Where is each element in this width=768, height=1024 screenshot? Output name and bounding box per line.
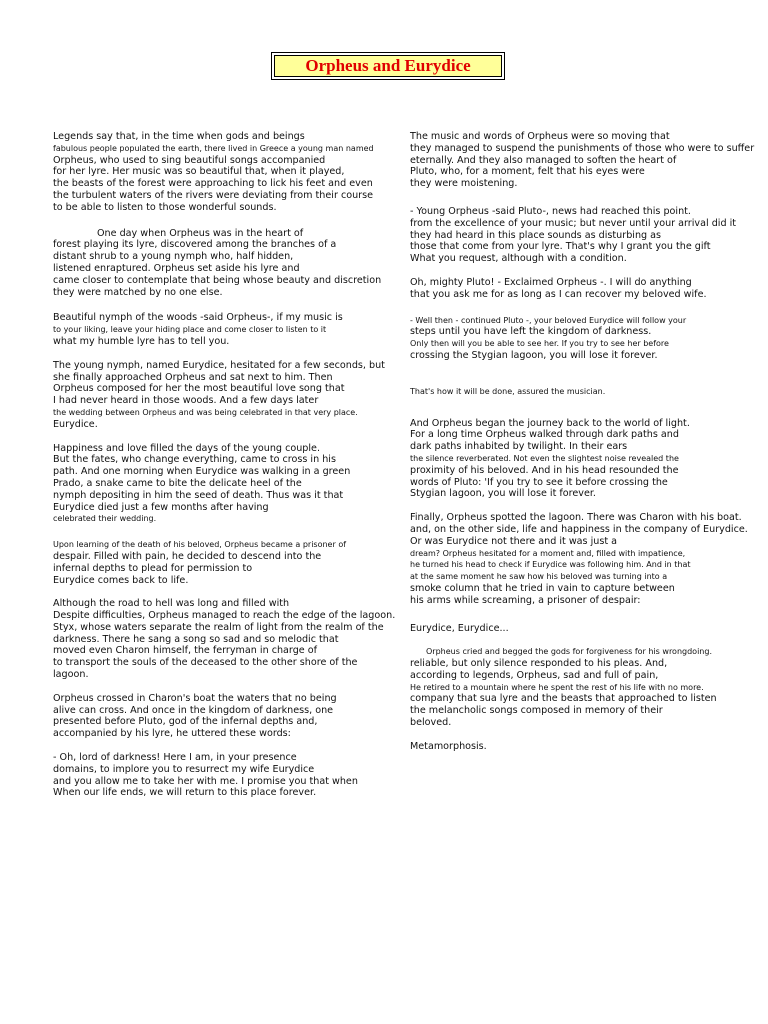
text-line: alive can cross. And once in the kingdom of darkness, one	[53, 704, 334, 716]
paragraph	[410, 512, 768, 606]
text-line: what my humble lyre has to tell you.	[53, 335, 230, 347]
text-line: path. And one morning when Eurydice was walking in a green	[53, 466, 351, 478]
text-line: he turned his head to check if Eurydice was following him. And in that	[410, 560, 691, 570]
text-line: Although the road to hell was long and filled with	[53, 598, 290, 610]
paragraph	[53, 360, 388, 431]
text-line: dark paths inhabited by twilight. In their ears	[410, 441, 628, 453]
paragraph	[410, 623, 768, 635]
text-line: Eurydice died just a few months after having	[53, 501, 269, 513]
text-line: they were moistening.	[410, 178, 518, 190]
text-line: despair. Filled with pain, he decided to descend into the	[53, 550, 322, 562]
right-column	[410, 131, 768, 765]
text-line: words of Pluto: 'If you try to see it before crossing the	[410, 476, 668, 488]
text-line: celebrated their wedding.	[53, 514, 157, 524]
text-line: to your liking, leave your hiding place and come closer to listen to it	[53, 325, 327, 335]
text-line: Beautiful nymph of the woods -said Orpheus-, if my music is	[53, 312, 343, 324]
text-line: crossing the Stygian lagoon, you will lose it forever.	[410, 349, 658, 361]
title-box	[271, 52, 505, 80]
text-line: - Young Orpheus -said Pluto-, news had reached this point.	[410, 205, 691, 217]
text-line: Despite difficulties, Orpheus managed to reach the edge of the lagoon.	[53, 610, 396, 622]
text-line: from the excellence of your music; but never until your arrival did it	[410, 217, 737, 229]
text-line: That's how it will be done, assured the musician.	[410, 386, 606, 396]
page-title: Orpheus and Eurydice	[274, 55, 502, 77]
text-line: they were matched by no one else.	[53, 286, 223, 298]
paragraph	[410, 741, 768, 753]
text-line: When our life ends, we will return to this place forever.	[53, 787, 317, 799]
text-line: Stygian lagoon, you will lose it forever.	[410, 488, 596, 500]
text-line: to be able to listen to those wonderful sounds.	[53, 201, 277, 213]
text-line: reliable, but only silence responded to his pleas. And,	[410, 658, 668, 670]
text-line: the silence reverberated. Not even the slightest noise revealed the	[410, 453, 679, 463]
text-line: Orpheus cried and begged the gods for forgiveness for his wrongdoing.	[426, 647, 712, 657]
text-line: forest playing its lyre, discovered among the branches of a	[53, 239, 337, 251]
paragraph	[410, 386, 768, 398]
text-line: And Orpheus began the journey back to the world of light.	[410, 417, 690, 429]
text-line: Pluto, who, for a moment, felt that his eyes were	[410, 166, 645, 178]
text-line: the melancholic songs composed in memory of their	[410, 705, 663, 717]
text-line: - Oh, lord of darkness! Here I am, in your presence	[53, 752, 297, 764]
text-line: Only then will you be able to see her. If you try to see her before	[410, 339, 669, 349]
paragraph	[53, 443, 388, 526]
text-line: Finally, Orpheus spotted the lagoon. There was Charon with his boat.	[410, 512, 742, 524]
paragraph	[53, 539, 388, 586]
text-line: accompanied by his lyre, he uttered these words:	[53, 728, 291, 740]
text-line: listened enraptured. Orpheus set aside his lyre and	[53, 262, 300, 274]
text-line: What you request, although with a condition.	[410, 253, 627, 265]
text-line: I had never heard in those woods. And a few days later	[53, 395, 319, 407]
text-line: Metamorphosis.	[410, 740, 487, 752]
text-line: for her lyre. Her music was so beautiful that, when it played,	[53, 166, 345, 178]
text-line: darkness. There he sang a song so sad and so melodic that	[53, 633, 339, 645]
text-line: proximity of his beloved. And in his head resounded the	[410, 464, 679, 476]
paragraph	[410, 315, 768, 362]
text-line: For a long time Orpheus walked through dark paths and	[410, 429, 679, 441]
text-line: and, on the other side, life and happiness in the company of Eurydice.	[410, 523, 748, 535]
text-line: his arms while screaming, a prisoner of despair:	[410, 594, 641, 606]
paragraph	[53, 693, 388, 740]
text-line: they had heard in this place sounds as disturbing as	[410, 229, 662, 241]
paragraph	[410, 418, 768, 501]
text-line: But the fates, who change everything, came to cross in his	[53, 454, 336, 466]
text-line: - Well then - continued Pluto -, your beloved Eurydice will follow your	[410, 315, 687, 325]
paragraph	[410, 131, 768, 190]
text-line: the turbulent waters of the rivers were deviating from their course	[53, 189, 374, 201]
text-line: at the same moment he saw how his beloved was turning into a	[410, 572, 668, 582]
text-line: The young nymph, named Eurydice, hesitated for a few seconds, but	[53, 359, 385, 371]
text-line: Or was Eurydice not there and it was just a	[410, 535, 618, 547]
text-line: and you allow me to take her with me. I promise you that when	[53, 775, 358, 787]
text-line: dream? Orpheus hesitated for a moment and, filled with impatience,	[410, 548, 686, 558]
text-line: Orpheus, who used to sing beautiful songs accompanied	[53, 154, 326, 166]
paragraph	[53, 228, 388, 299]
text-line: Orpheus crossed in Charon's boat the waters that no being	[53, 692, 337, 704]
text-line: the wedding between Orpheus and was being celebrated in that very place.	[53, 407, 358, 417]
text-line: Eurydice comes back to life.	[53, 574, 189, 586]
left-column	[53, 131, 396, 811]
text-line: Eurydice.	[53, 418, 98, 430]
text-line: eternally. And they also managed to soften the heart of	[410, 154, 677, 166]
text-line: infernal depths to plead for permission to	[53, 562, 253, 574]
text-line: One day when Orpheus was in the heart of	[97, 227, 304, 239]
text-line: to transport the souls of the deceased to the other shore of the	[53, 657, 358, 669]
text-line: presented before Pluto, god of the infernal depths and,	[53, 716, 318, 728]
text-line: they managed to suspend the punishments of those who were to suffer	[410, 142, 755, 154]
paragraph	[410, 277, 768, 301]
text-line: Orpheus composed for her the most beautiful love song that	[53, 383, 345, 395]
text-line: came closer to contemplate that being whose beauty and discretion	[53, 274, 382, 286]
text-line: Happiness and love filled the days of the young couple.	[53, 442, 321, 454]
paragraph	[53, 752, 388, 799]
text-line: Eurydice, Eurydice...	[410, 622, 509, 634]
text-line: fabulous people populated the earth, there lived in Greece a young man named	[53, 143, 374, 153]
text-line: according to legends, Orpheus, sad and full of pain,	[410, 669, 659, 681]
text-line: that you ask me for as long as I can recover my beloved wife.	[410, 288, 707, 300]
text-line: she finally approached Orpheus and sat next to him. Then	[53, 371, 333, 383]
text-line: beloved.	[410, 717, 452, 729]
text-line: moved even Charon himself, the ferryman in charge of	[53, 645, 317, 657]
text-line: those that come from your lyre. That's why I grant you the gift	[410, 241, 711, 253]
text-line: nymph depositing in him the seed of death. Thus was it that	[53, 489, 344, 501]
paragraph	[53, 598, 396, 681]
text-line: Legends say that, in the time when gods and beings	[53, 131, 305, 142]
paragraph	[53, 131, 388, 214]
text-line: steps until you have left the kingdom of darkness.	[410, 326, 652, 338]
paragraph	[410, 206, 768, 265]
text-line: the beasts of the forest were approaching to lick his feet and even	[53, 178, 373, 190]
text-line: domains, to implore you to resurrect my wife Eurydice	[53, 763, 315, 775]
paragraph	[53, 312, 388, 347]
text-line: Styx, whose waters separate the realm of light from the realm of the	[53, 621, 384, 633]
text-line: The music and words of Orpheus were so moving that	[410, 131, 670, 142]
text-line: Oh, mighty Pluto! - Exclaimed Orpheus -. I will do anything	[410, 276, 692, 288]
text-line: lagoon.	[53, 669, 89, 681]
text-line: smoke column that he tried in vain to capture between	[410, 582, 675, 594]
text-line: company that sua lyre and the beasts that approached to listen	[410, 693, 717, 705]
paragraph	[410, 646, 768, 729]
text-line: Upon learning of the death of his beloved, Orpheus became a prisoner of	[53, 540, 347, 550]
text-line: distant shrub to a young nymph who, half hidden,	[53, 251, 294, 263]
text-line: He retired to a mountain where he spent the rest of his life with no more.	[410, 682, 704, 692]
text-line: Prado, a snake came to bite the delicate heel of the	[53, 477, 302, 489]
